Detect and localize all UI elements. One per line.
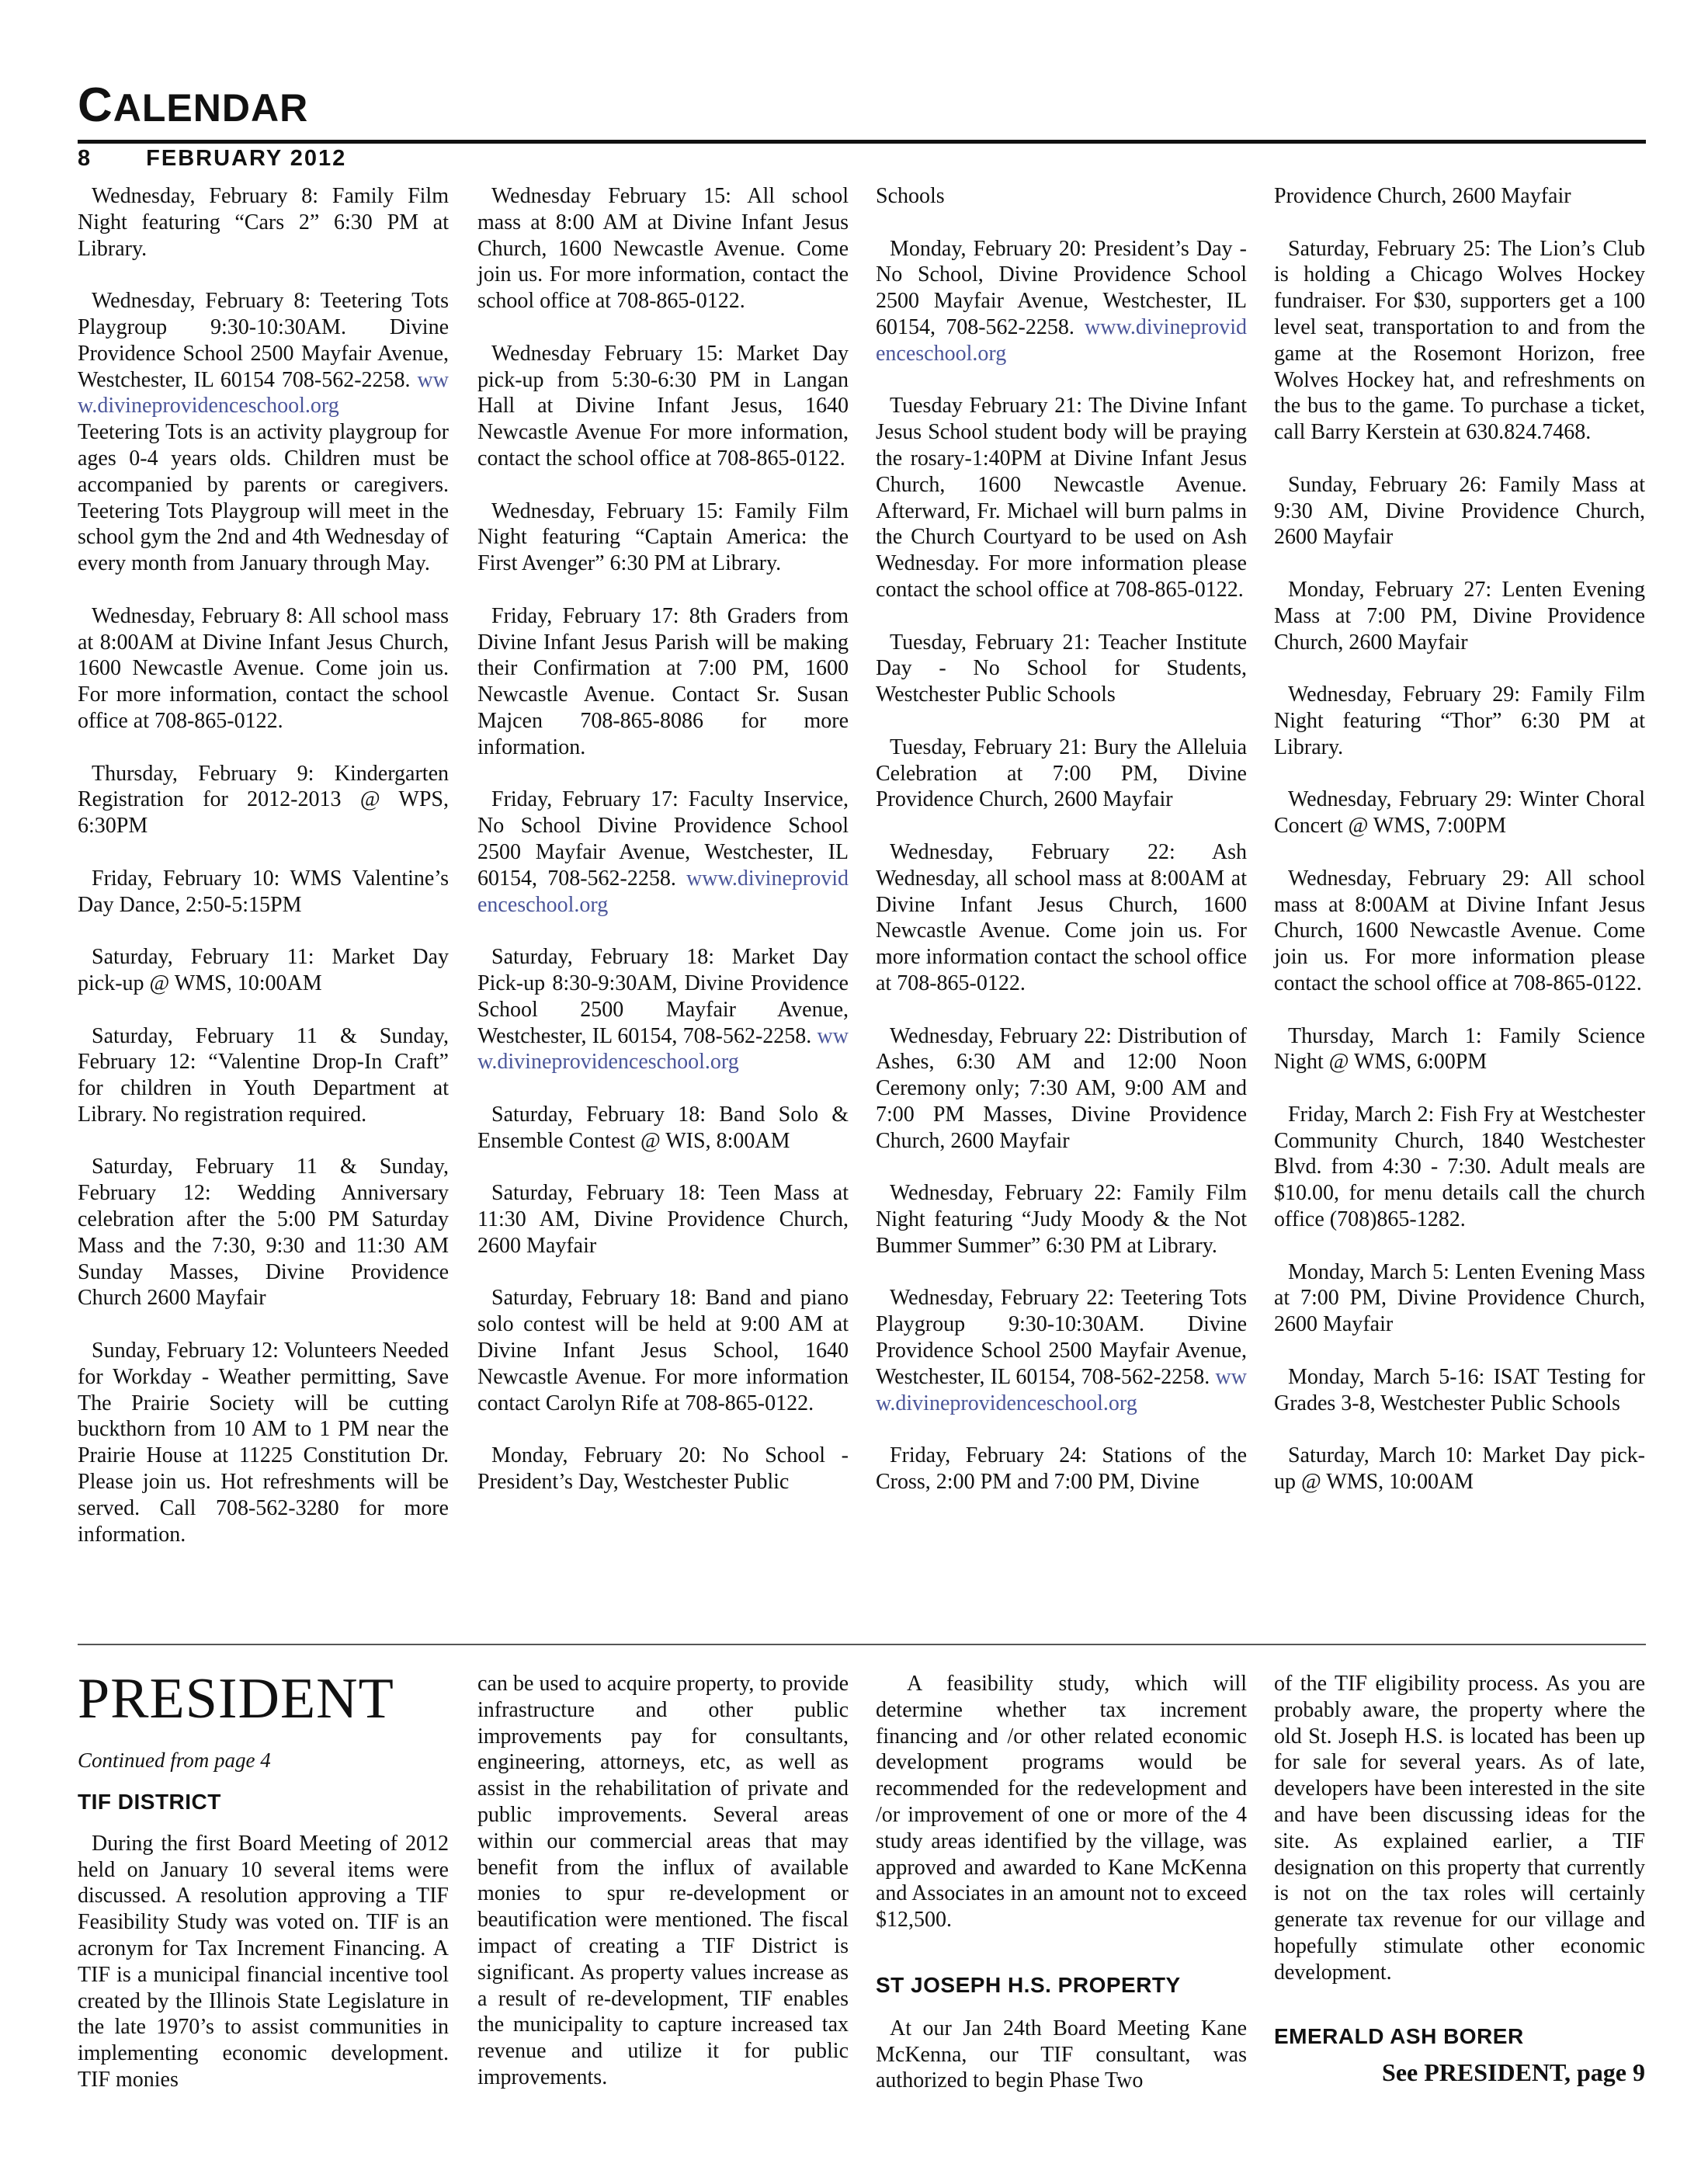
calendar-entry: Wednesday, February 22: Teetering Tots Playgroup 9:30-10:30AM. Divine Providence School 2500 Mayfair Avenue, Westchester, IL 60154, 708-562-2258. www.divineprovidenceschool.org — [876, 1286, 1247, 1415]
section-title: CALENDAR — [78, 78, 309, 132]
folio — [78, 146, 346, 172]
calendar-entry: Sunday, February 26: Family Mass at 9:30 AM, Divine Providence Church, 2600 Mayfair — [1274, 472, 1645, 550]
calendar-entry: Tuesday, February 21: Teacher Institute Day - No School for Students, Westchester Public Schools — [876, 630, 1247, 707]
calendar-entry: Wednesday, February 22: Family Film Night featuring “Judy Moody & the Not Bummer Summer” 6:30 PM at Library. — [876, 1181, 1247, 1258]
article-paragraph: can be used to acquire property, to provide infrastructure and other public improvements pay for consultants, engineering, attorneys, etc, as well as assist in the rehabilitation of private and public improvements. Several areas within our commercial areas that may benefit from the influx of available monies to spur re-development or beautification were mentioned. The fiscal impact of creating a TIF District is significant. As property values increase as a result of re-development, TIF enables the municipality to capture increased tax revenue and utilize it for public improvements. — [477, 1672, 849, 2089]
jump-line: See PRESIDENT, page 9 — [1382, 2058, 1645, 2087]
calendar-entry: Teetering Tots is an activity playgroup for ages 0-4 years olds. Children must be accompanied by parents or caregivers. Teetering Tots Playgroup will meet in the school gym the 2nd and 4th Wednesday of every month from January through May. — [78, 420, 449, 576]
article-paragraph: of the TIF eligibility process. As you are probably aware, the property where the old St. Joseph H.S. is located has been up for sale for several years. As of late, developers have been interested in the site and have been discussing ideas for the site. As explained earlier, a TIF designation on this property that currently is not on the tax roles will certainly generate tax revenue for our village and hopefully stimulate other economic development. — [1274, 1672, 1645, 1985]
article-column-4 — [1274, 1671, 1645, 2086]
calendar-entry: Monday, March 5-16: ISAT Testing for Grades 3-8, Westchester Public Schools — [1274, 1364, 1645, 1415]
calendar-entry: Wednesday, February 22: Ash Wednesday, all school mass at 8:00AM at Divine Infant Jesus Church, 1600 Newcastle Avenue. Come join us. For more information contact the school office at 708-865-0122. — [876, 839, 1247, 995]
article-paragraph: At our Jan 24th Board Meeting Kane McKenna, our TIF consultant, was authorized to begin Phase Two — [876, 2016, 1247, 2093]
st-joseph-heading: ST JOSEPH H.S. PROPERTY — [876, 1972, 1181, 1997]
calendar-entry: Wednesday, February 8: Teetering Tots Playgroup 9:30-10:30AM. Divine Providence School 2500 Mayfair Avenue, Westchester, IL 60154 708-562-2258. www.divineprovidenceschool.org — [78, 289, 449, 418]
calendar-entry: Wednesday February 15: All school mass at 8:00 AM at Divine Infant Jesus Church, 1600 Newcastle Avenue. Come join us. For more information, contact the school office at 708-865-0122. — [477, 184, 849, 314]
calendar-entry: Saturday, February 18: Market Day Pick-up 8:30-9:30AM, Divine Providence School 2500 Mayfair Avenue, Westchester, IL 60154, 708-562-2258. www.divineprovidenceschool.org — [477, 945, 849, 1075]
calendar-column-4 — [1274, 183, 1645, 1495]
calendar-entry: Tuesday February 21: The Divine Infant Jesus School student body will be praying the rosary-1:40PM at Divine Infant Jesus Church, 1600 Newcastle Avenue. Afterward, Fr. Michael will burn palms in the Church Courtyard to be used on Ash Wednesday. For more information please contact the school office at 708-865-0122. — [876, 394, 1247, 602]
calendar-entry: Wednesday, February 15: Family Film Night featuring “Captain America: the First Avenger” 6:30 PM at Library. — [477, 498, 849, 576]
header-rule — [78, 140, 1646, 144]
article-column-2 — [477, 1671, 849, 2091]
article-title: PRESIDENT — [78, 1667, 394, 1731]
section-divider — [78, 1644, 1646, 1645]
calendar-entry: Thursday, February 9: Kindergarten Registration for 2012-2013 @ WPS, 6:30PM — [78, 761, 449, 839]
calendar-entry: Saturday, March 10: Market Day pick-up @ WMS, 10:00AM — [1274, 1443, 1645, 1495]
calendar-column-3 — [876, 183, 1247, 1495]
calendar-entry: Wednesday February 15: Market Day pick-up from 5:30-6:30 PM in Langan Hall at Divine Infant Jesus, 1640 Newcastle Avenue For more information, contact the school office at 708-865-0122. — [477, 341, 849, 471]
emerald-ash-borer-heading: EMERALD ASH BORER — [1274, 2023, 1524, 2048]
school-link[interactable]: www.divineprovidenceschool.org — [876, 1364, 1247, 1415]
calendar-entry: Wednesday, February 22: Distribution of Ashes, 6:30 AM and 12:00 Noon Ceremony only; 7:30 AM, 9:00 AM and 7:00 PM Masses, Divine Providence Church, 2600 Mayfair — [876, 1023, 1247, 1153]
calendar-entry: Wednesday, February 8: All school mass at 8:00AM at Divine Infant Jesus Church, 1600 Newcastle Avenue. Come join us. For more information, contact the school office at 708-865-0122. — [78, 603, 449, 733]
calendar-entry: Wednesday, February 29: Winter Choral Concert @ WMS, 7:00PM — [1274, 787, 1645, 839]
continued-from: Continued from page 4 — [78, 1749, 271, 1772]
calendar-entry: Saturday, February 18: Band Solo & Ensemble Contest @ WIS, 8:00AM — [477, 1102, 849, 1153]
article-paragraph: A feasibility study, which will determine whether tax increment financing and /or other related economic development programs would be recommended for the redevelopment and /or improvement of one or more of the 4 study areas identified by the village, was approved and awarded to Kane McKenna and Associates in an amount not to exceed $12,500. — [876, 1672, 1247, 1933]
school-link[interactable]: www.divineprovidenceschool.org — [876, 314, 1247, 366]
calendar-entry: Saturday, February 18: Teen Mass at 11:30 AM, Divine Providence Church, 2600 Mayfair — [477, 1181, 849, 1258]
calendar-column-2 — [477, 183, 849, 1495]
calendar-entry: Saturday, February 25: The Lion’s Club is holding a Chicago Wolves Hockey fundraiser. For $30, supporters get a 100 level seat, transportation to and from the game at the Rosemont Horizon, free Wolves Hockey hat, and refreshments on the bus to the game. To purchase a ticket, call Barry Kerstein at 630.824.7468. — [1274, 236, 1645, 445]
calendar-entry: Monday, February 27: Lenten Evening Mass at 7:00 PM, Divine Providence Church, 2600 Mayfair — [1274, 577, 1645, 655]
calendar-entry: Friday, March 2: Fish Fry at Westchester Community Church, 1840 Westchester Blvd. from 4:30 - 7:30. Adult meals are $10.00, for menu details call the church office (708)865-1282. — [1274, 1102, 1645, 1232]
calendar-entry: Wednesday, February 29: All school mass at 8:00AM at Divine Infant Jesus Church, 1600 Newcastle Avenue. Come join us. For more information please contact the school office at 708-865-0122. — [1274, 866, 1645, 995]
page-number: 8 — [78, 146, 92, 171]
school-link[interactable]: www.divineprovidenceschool.org — [477, 866, 849, 917]
school-link[interactable]: www.divineprovidenceschool.org — [78, 367, 449, 418]
calendar-entry: Wednesday, February 8: Family Film Night featuring “Cars 2” 6:30 PM at Library. — [78, 184, 449, 261]
calendar-entry: Thursday, March 1: Family Science Night @ WMS, 6:00PM — [1274, 1023, 1645, 1075]
article-column-1 — [78, 1789, 449, 2093]
calendar-entry: Monday, February 20: President’s Day - No School, Divine Providence School 2500 Mayfair Avenue, Westchester, IL 60154, 708-562-2258. www.divineprovidenceschool.org — [876, 236, 1247, 366]
calendar-column-1 — [78, 183, 449, 1547]
calendar-entry: Schools — [876, 184, 945, 208]
calendar-entry: Sunday, February 12: Volunteers Needed for Workday - Weather permitting, Save The Prairie Society will be cutting buckthorn from 10 AM to 1 PM near the Prairie House at 11225 Constitution Dr. Please join us. Hot refreshments will be served. Call 708-562-3280 for more information. — [78, 1339, 449, 1547]
calendar-entry: Saturday, February 11: Market Day pick-up @ WMS, 10:00AM — [78, 945, 449, 995]
calendar-entry: Friday, February 17: 8th Graders from Divine Infant Jesus Parish will be making their Confirmation at 7:00 PM, 1600 Newcastle Avenue. Contact Sr. Susan Majcen 708-865-8086 for more information. — [477, 603, 849, 759]
issue-date: FEBRUARY 2012 — [146, 146, 347, 171]
calendar-entry: Saturday, February 11 & Sunday, February 12: “Valentine Drop-In Craft” for children in Youth Department at Library. No registration required. — [78, 1023, 449, 1127]
calendar-entry: Monday, March 5: Lenten Evening Mass at 7:00 PM, Divine Providence Church, 2600 Mayfair — [1274, 1259, 1645, 1337]
school-link[interactable]: www.divineprovidenceschool.org — [477, 1023, 849, 1075]
tif-district-heading: TIF DISTRICT — [78, 1790, 221, 1814]
calendar-entry: Tuesday, February 21: Bury the Alleluia Celebration at 7:00 PM, Divine Providence Church, 2600 Mayfair — [876, 735, 1247, 812]
calendar-entry: Saturday, February 11 & Sunday, February 12: Wedding Anniversary celebration after the 5:00 PM Saturday Mass and the 7:30, 9:30 and 11:30 AM Sunday Masses, Divine Providence Church 2600 Mayfair — [78, 1155, 449, 1311]
calendar-entry: Friday, February 17: Faculty Inservice, No School Divine Providence School 2500 Mayfair Avenue, Westchester, IL 60154, 708-562-2258. www.divineprovidenceschool.org — [477, 787, 849, 917]
article-column-3 — [876, 1671, 1247, 2094]
calendar-entry: Saturday, February 18: Band and piano solo contest will be held at 9:00 AM at Divine Infant Jesus School, 1640 Newcastle Avenue. For more information contact Carolyn Rife at 708-865-0122. — [477, 1286, 849, 1415]
article-paragraph: During the first Board Meeting of 2012 held on January 10 several items were discussed. A resolution approving a TIF Feasibility Study was voted on. TIF is an acronym for Tax Increment Financing. A TIF is a municipal financial incentive tool created by the Illinois State Legislature in the late 1970’s to assist communities in implementing economic development. TIF monies — [78, 1831, 449, 2092]
calendar-entry: Friday, February 24: Stations of the Cross, 2:00 PM and 7:00 PM, Divine — [876, 1443, 1247, 1495]
calendar-entry: Providence Church, 2600 Mayfair — [1274, 184, 1571, 208]
calendar-entry: Wednesday, February 29: Family Film Night featuring “Thor” 6:30 PM at Library. — [1274, 682, 1645, 759]
calendar-entry: Monday, February 20: No School - President’s Day, Westchester Public — [477, 1443, 849, 1495]
calendar-entry: Friday, February 10: WMS Valentine’s Day Dance, 2:50-5:15PM — [78, 866, 449, 917]
